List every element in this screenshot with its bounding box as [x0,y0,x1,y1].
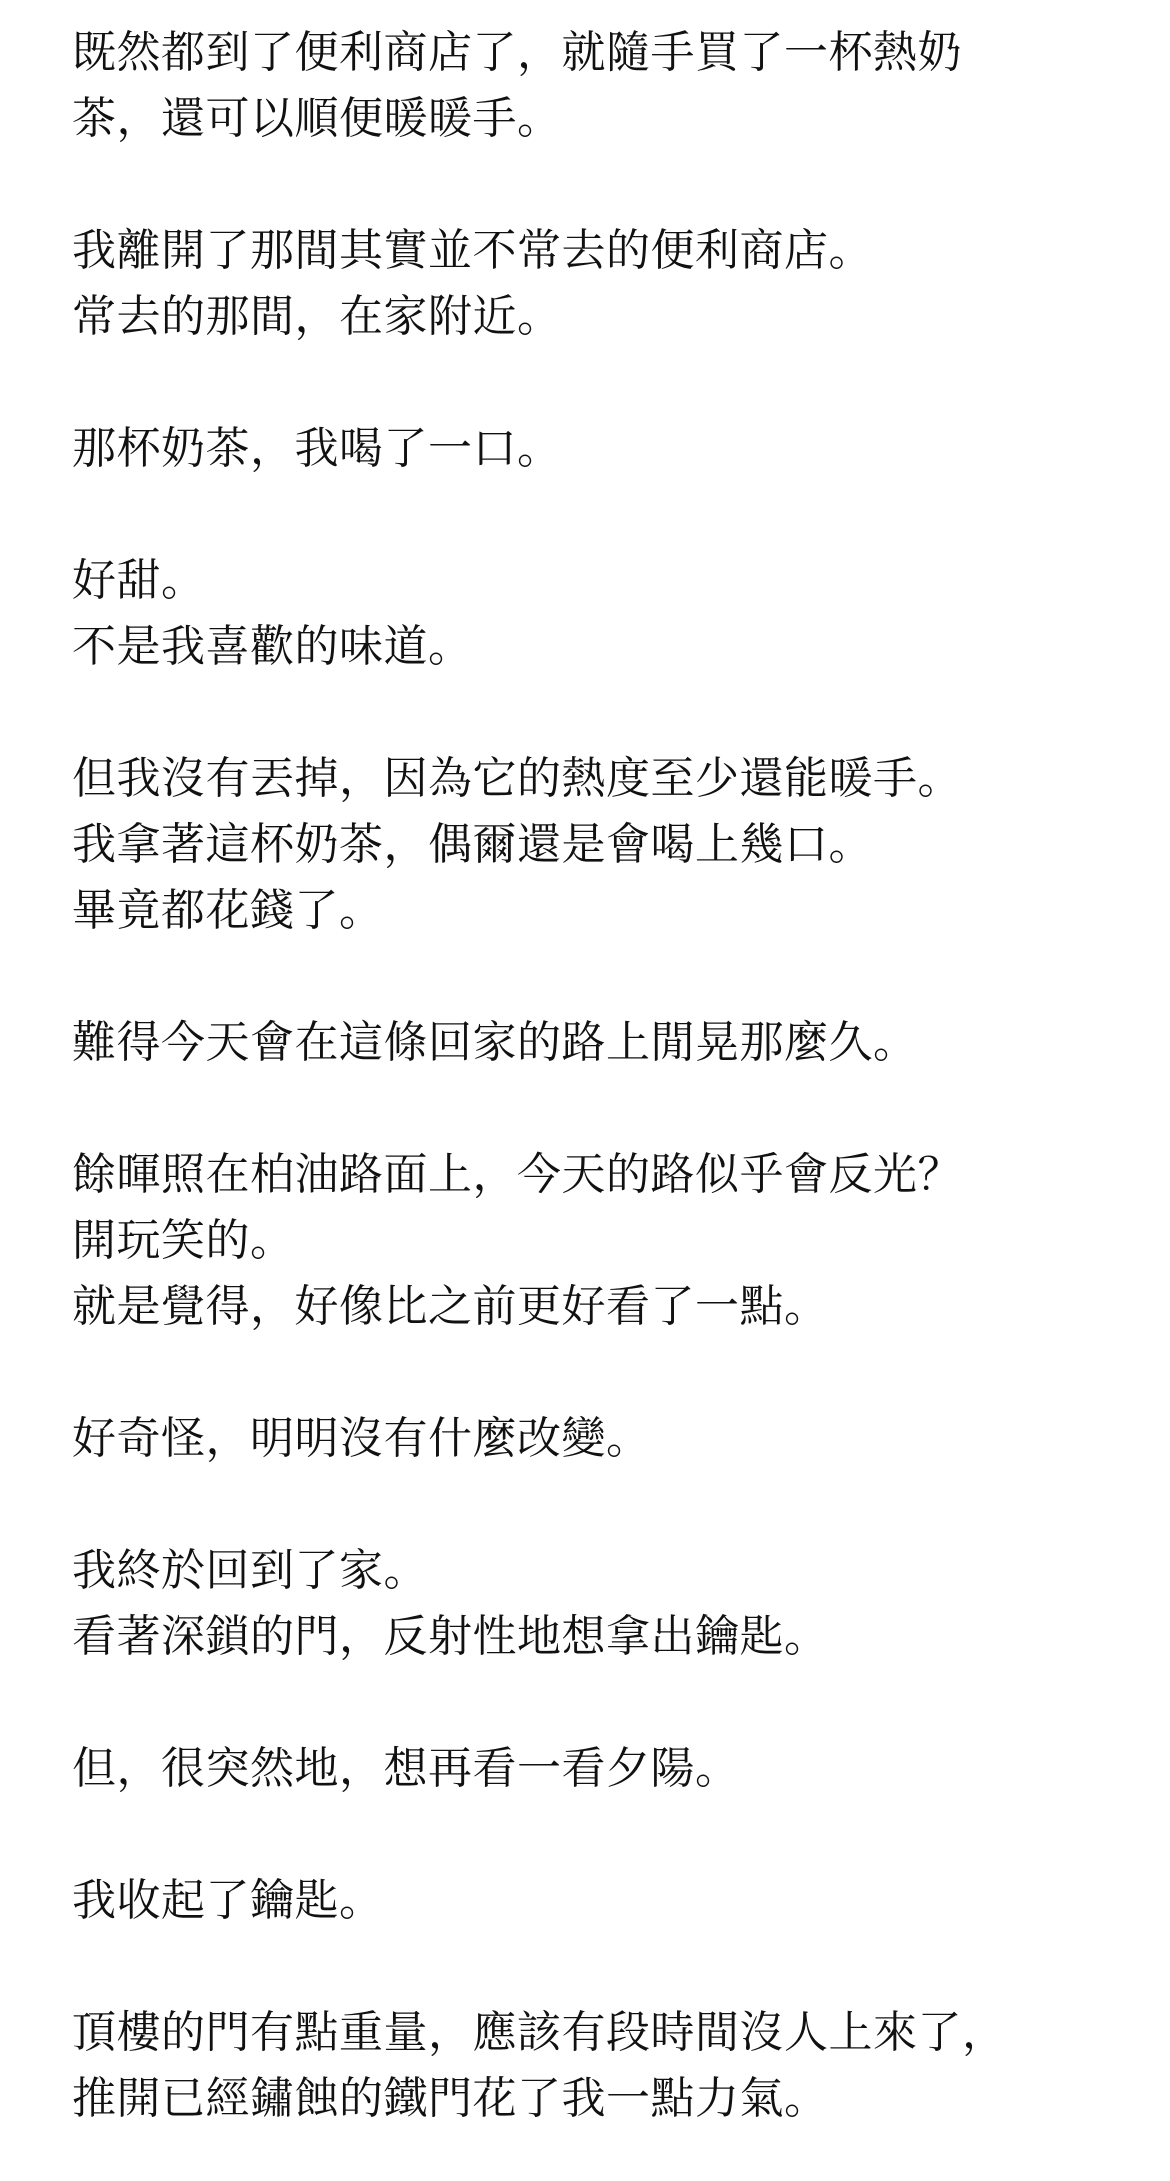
text-line: 頂樓的門有點重量，應該有段時間沒人上來了， [72,2007,1007,2058]
paragraph [72,1406,1132,1472]
text-line: 開玩笑的。 [72,1215,295,1266]
text-line: 好甜。 [72,555,206,606]
paragraph [72,548,1132,680]
paragraph [72,416,1132,482]
paragraph [72,1142,1132,1340]
text-line: 既然都到了便利商店了，就隨手買了一杯熱奶 [72,27,962,78]
text-line: 我離開了那間其實並不常去的便利商店。 [72,225,873,276]
text-line: 畢竟都花錢了。 [72,885,384,936]
paragraph [72,746,1132,944]
article-body [72,20,1132,2132]
text-line: 推開已經鏽蝕的鐵門花了我一點力氣。 [72,2073,829,2124]
text-line: 不是我喜歡的味道。 [72,621,473,672]
paragraph [72,1010,1132,1076]
paragraph [72,20,1132,152]
paragraph [72,1868,1132,1934]
text-line: 但我沒有丟掉，因為它的熱度至少還能暖手。 [72,753,962,804]
paragraph [72,218,1132,350]
paragraph [72,1736,1132,1802]
text-line: 那杯奶茶，我喝了一口。 [72,423,562,474]
text-line: 我終於回到了家。 [72,1545,428,1596]
text-line: 但，很突然地，想再看一看夕陽。 [72,1743,740,1794]
paragraph [72,2000,1132,2132]
text-line: 我拿著這杯奶茶，偶爾還是會喝上幾口。 [72,819,873,870]
text-line: 難得今天會在這條回家的路上閒晃那麼久。 [72,1017,918,1068]
text-line: 常去的那間，在家附近。 [72,291,562,342]
text-line: 好奇怪，明明沒有什麼改變。 [72,1413,651,1464]
text-line: 就是覺得，好像比之前更好看了一點。 [72,1281,829,1332]
text-line: 我收起了鑰匙。 [72,1875,384,1926]
text-line: 看著深鎖的門，反射性地想拿出鑰匙。 [72,1611,829,1662]
text-line: 餘暉照在柏油路面上，今天的路似乎會反光？ [72,1149,962,1200]
text-line: 茶，還可以順便暖暖手。 [72,93,562,144]
paragraph [72,1538,1132,1670]
